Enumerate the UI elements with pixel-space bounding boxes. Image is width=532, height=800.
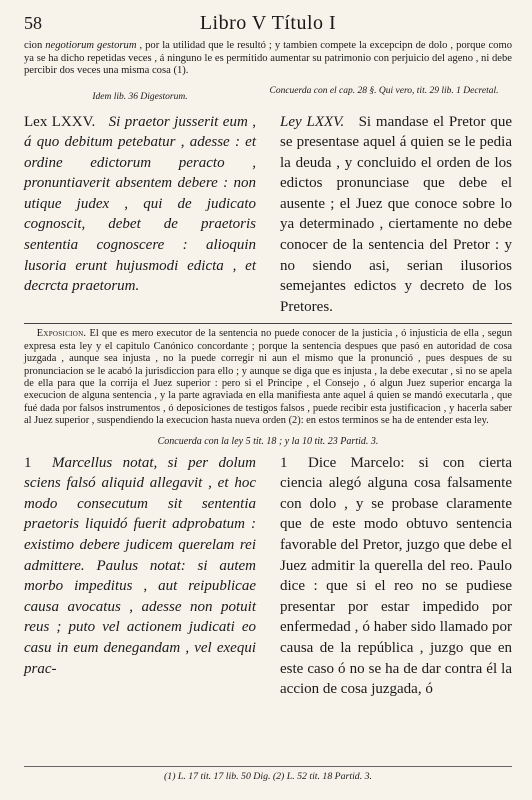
concordance-ref: Concuerda con el cap. 28 §. Qui vero, tit. 29 lib. 1 Decretal. <box>269 85 499 96</box>
running-title: Libro V Título I <box>199 12 337 34</box>
spanish-commentary <box>280 453 512 700</box>
footnotes <box>24 766 512 782</box>
italic-phrase: negotiorum gestorum <box>45 40 137 51</box>
latin-commentary-body: Marcellus notat, si per dolum sciens falsó aliquid allegavit , et hoc modo consecutum sit sententia praetoris liquidó fuerit adprobatum : existimo debere judicem querelam rei admittere. Paulus notat: si autem morbo impeditus , aut reipublicae causa avocatus , adesse non potuit reus ; puto vel actionem judicati eo casu in eum denegandam , vel exequi prac- <box>24 454 256 677</box>
paragraph-number: 1 <box>280 454 288 471</box>
law-body-spanish: Si mandase el Pretor que se presentase aquel á quien se le pedia la deuda , y concluido el orden de los edictos pronunciase que debe el ausente ; el Juez que conoce sobre lo ya determinado , ciertamente no debe conocer de la sentencia del Pretor : y no siendo asi, serian ilusorios semejantes edictos y decreto de los Pretores. <box>280 113 512 315</box>
latin-law-text <box>24 112 256 318</box>
exposicion-paragraph <box>24 328 512 427</box>
footnote-text: (1) L. 17 tit. 17 lib. 50 Dig. (2) L. 52 tit. 18 Partid. 3. <box>164 771 372 782</box>
law-columns <box>24 112 512 318</box>
page-number: 58 <box>24 13 42 33</box>
continued-paragraph: cion negotiorum gestorum , por la utilidad que le resultó ; y tambien compete la excepcipn de dolo , porque como ya se ha dicho repetidas veces , á ninguno le es permitido aumentar su patrimonio con perjuicio del ageno , ni debe percibir dos veces una misma cosa (1). <box>24 40 512 76</box>
law-heading-latin: Lex LXXV. <box>24 113 96 130</box>
exposicion-body: El que es mero executor de la sentencia no puede conocer de la justicia , ó injusticia de ella , segun expresa esta ley y el capitulo Canónico concordante ; porque la sentencia despues que pasó en autoridad de cosa juzgada , aunque sea injusta , no la puede corregir ni aun el mismo que la pronunció , pues despues de su pronunciacion se le acabó la jurisdiccion para ello ; y aunque se diga que es injusta , la debe executar , si no se apela de ella para que la corrija el Juez superior : pero si el Príncipe , el Consejo , ó algun Juez superior encarga la execucion de alguna sentencia , y la parte agraviada en ella manifiesta ante aquel á quien se mandó executarla , que fué dada por falsos instrumentos , ó deposiciones de testigos falsos , puede recibir esta justificacion , y hacerla saber al Juez superior , suspendiendo la execucion hasta nueva orden (2): en estos terminos se ha de entender esta ley. <box>24 328 513 427</box>
running-header <box>24 12 512 36</box>
latin-commentary <box>24 453 256 700</box>
law-body-latin: Si praetor jusserit eum , á quo debitum petebatur , adesse : et ordine edictorum peracto , pronuntiaverit absentem debere : non utique judex , qui de judicato cognoscit, debet de praetoris sententia cognoscere : alioquin lusoria erunt hujusmodi edicta , et decrcta praetorum. <box>24 113 256 295</box>
spanish-law-text <box>280 112 512 318</box>
exposicion-label: Exposicion. <box>36 328 87 340</box>
paragraph-number: 1 <box>24 454 32 471</box>
source-references <box>24 86 512 102</box>
concordance-note: Concuerda con la ley 5 tit. 18 ; y la 10 tit. 23 Partid. 3. <box>157 435 379 447</box>
law-heading-spanish: Ley LXXV. <box>280 113 345 130</box>
commentary-columns <box>24 453 512 700</box>
section-divider <box>24 323 512 324</box>
spanish-commentary-body: Dice Marcelo: si con cierta ciencia alegó alguna cosa falsamente con dolo , y se probase claramente que de este modo obtuvo sentencia favorable del Pretor, juzgo que debe el Juez admitir la querella del reo. Paulo dice : que si el reo no se pudiese presentar por estar impedido por enfermedad , ó haber sido llamado por causa de la república , juzgo que en este caso ó no se ha de dar contra él la accion de cosa juzgada, ó <box>280 454 512 698</box>
latin-source-ref: Idem lib. 36 Digestorum. <box>92 91 188 102</box>
